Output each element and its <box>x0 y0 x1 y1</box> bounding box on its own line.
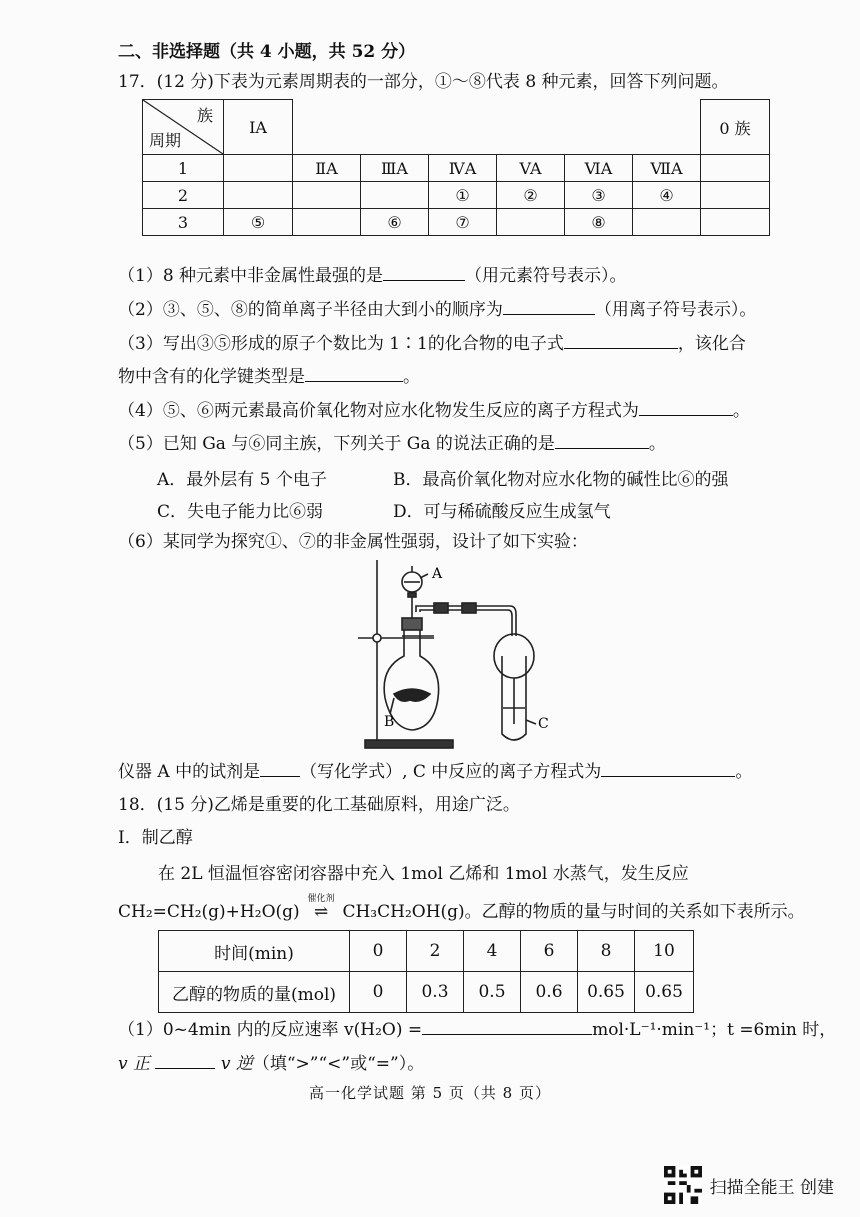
corner-period-label: 周期 <box>149 131 182 150</box>
answer-blank[interactable] <box>383 264 465 281</box>
answer-blank[interactable] <box>564 332 678 349</box>
option-d: D．可与稀硫酸反应生成氢气 <box>393 502 611 522</box>
period-cell: 3 <box>143 209 224 236</box>
table-cell: ③ <box>565 182 633 209</box>
q17-part6-answer <box>118 760 752 784</box>
table-cell <box>701 209 770 236</box>
equation-reactants: CH₂=CH₂(g)+H₂O(g) <box>118 902 300 922</box>
q17-part3-text: （3）写出③⑤形成的原子个数比为 1∶1的化合物的电子式 <box>118 334 564 354</box>
q17-part3 <box>118 332 746 356</box>
q17-intro: 17．(12 分)下表为元素周期表的一部分，①～⑧代表 8 种元素，回答下列问题。 <box>118 72 729 92</box>
answer-blank[interactable] <box>601 760 735 777</box>
q17-part3-cont <box>118 365 420 389</box>
table-cell: 0.3 <box>407 972 464 1013</box>
qr-code-icon <box>664 1166 702 1204</box>
table-cell <box>293 182 361 209</box>
table-cell: ② <box>497 182 565 209</box>
q17-part6-text: 仪器 A 中的试剂是 <box>118 762 261 782</box>
q17-part6: （6）某同学为探究①、⑦的非金属性强弱，设计了如下实验： <box>118 532 588 552</box>
table-cell <box>701 155 770 182</box>
table-cell: 0 <box>350 931 407 972</box>
period-cell: 1 <box>143 155 224 182</box>
table-cell: 0.6 <box>521 972 578 1013</box>
q17-part3-tail: ，该化合 <box>677 334 746 354</box>
answer-blank[interactable] <box>260 760 300 777</box>
table-cell <box>701 182 770 209</box>
q18-part1-hint: （填“>”“<”或“=”）。 <box>252 1054 425 1074</box>
q17-part1-tail: （用元素符号表示）。 <box>465 266 627 286</box>
group-zero-header: 0 族 <box>701 100 770 155</box>
table-cell: ⑦ <box>429 209 497 236</box>
group-ia-header: IA <box>224 100 293 155</box>
table-cell: 8 <box>578 931 635 972</box>
answer-blank[interactable] <box>422 1018 592 1035</box>
section-title: 二、非选择题（共 4 小题，共 52 分） <box>118 42 416 62</box>
table-cell <box>633 209 701 236</box>
q17-part1 <box>118 264 627 288</box>
table-row <box>159 972 694 1013</box>
table-cell: 0.5 <box>464 972 521 1013</box>
table-cell: 2 <box>407 931 464 972</box>
table-corner-cell <box>143 100 224 155</box>
table-cell <box>497 209 565 236</box>
header-time: 时间(min) <box>159 931 350 972</box>
scanner-watermark <box>664 1166 834 1204</box>
answer-blank[interactable] <box>305 365 403 382</box>
header-amount: 乙醇的物质的量(mol) <box>159 972 350 1013</box>
table-cell: 0 <box>350 972 407 1013</box>
table-cell <box>224 182 293 209</box>
header-gap <box>293 100 701 155</box>
q17-part5 <box>118 432 666 456</box>
q17-part1-text: （1）8 种元素中非金属性最强的是 <box>118 266 384 286</box>
table-cell <box>224 155 293 182</box>
answer-blank[interactable] <box>639 399 733 416</box>
corner-group-label: 族 <box>196 106 213 125</box>
table-cell <box>293 209 361 236</box>
q17-part5-text: （5）已知 Ga 与⑥同主族，下列关于 Ga 的说法正确的是 <box>118 434 555 454</box>
label-b: B <box>384 714 395 730</box>
period-mark: 。 <box>403 367 420 387</box>
watermark-text: 扫描全能王 创建 <box>709 1177 834 1198</box>
q17-part4-text: （4）⑤、⑥两元素最高价氧化物对应水化物发生反应的离子方程式为 <box>118 401 639 421</box>
table-cell: 6 <box>521 931 578 972</box>
table-row <box>143 209 770 236</box>
table-cell: ⅣA <box>429 155 497 182</box>
table-cell: ⅥA <box>565 155 633 182</box>
q17-part6-mid: （写化学式）, C 中反应的离子方程式为 <box>300 762 602 782</box>
page-footer: 高一化学试题 第 5 页（共 8 页） <box>309 1084 551 1102</box>
table-cell: ④ <box>633 182 701 209</box>
q18-part1-text: （1）0~4min 内的反应速率 v(H₂O) = <box>118 1020 423 1040</box>
table-cell: ⑥ <box>361 209 429 236</box>
table-cell: 0.65 <box>635 972 694 1013</box>
equation-products: CH₃CH₂OH(g)。乙醇的物质的量与时间的关系如下表所示。 <box>342 902 805 922</box>
catalyst-label: 催化剂 <box>307 894 335 904</box>
table-cell: ⑧ <box>565 209 633 236</box>
table-cell: VA <box>497 155 565 182</box>
answer-blank[interactable] <box>155 1052 215 1069</box>
option-c: C．失电子能力比⑥弱 <box>157 502 324 522</box>
table-cell: 10 <box>635 931 694 972</box>
table-cell: 4 <box>464 931 521 972</box>
period-mark: 。 <box>732 401 750 421</box>
period-mark: 。 <box>735 762 753 782</box>
ethanol-table <box>158 930 694 1013</box>
period-cell: 2 <box>143 182 224 209</box>
table-row <box>143 155 770 182</box>
table-cell: ① <box>429 182 497 209</box>
q18-intro: 18．(15 分)乙烯是重要的化工基础原料，用途广泛。 <box>118 795 520 815</box>
q17-part3-cont-text: 物中含有的化学键类型是 <box>118 367 305 387</box>
table-cell: ⅡA <box>293 155 361 182</box>
q18-part1-unit: mol·L⁻¹·min⁻¹；t =6min 时， <box>592 1020 837 1040</box>
q18-part1-cont <box>118 1052 424 1076</box>
table-row <box>143 182 770 209</box>
q17-part2-tail: （用离子符号表示）。 <box>594 300 757 320</box>
option-a: A．最外层有 5 个电子 <box>157 470 327 490</box>
period-mark: 。 <box>648 434 666 454</box>
periodic-table <box>142 99 770 236</box>
table-cell: ⑤ <box>224 209 293 236</box>
answer-blank[interactable] <box>503 298 595 315</box>
table-cell: 0.65 <box>578 972 635 1013</box>
table-cell: ⅢA <box>361 155 429 182</box>
label-a: A <box>432 566 443 582</box>
table-row <box>159 931 694 972</box>
table-cell <box>361 182 429 209</box>
table-cell: ⅦA <box>633 155 701 182</box>
apparatus-diagram <box>350 558 570 753</box>
v-forward: v 正 <box>118 1054 151 1074</box>
q17-part4 <box>118 399 750 423</box>
equilibrium-arrow: 催化剂 ⇌ <box>305 900 337 924</box>
q18-part1-title: Ⅰ．制乙醇 <box>118 828 193 848</box>
label-c: C <box>538 716 549 732</box>
q18-equation <box>118 894 805 924</box>
q18-part1 <box>118 1018 836 1042</box>
q17-part2-text: （2）③、⑤、⑧的简单离子半径由大到小的顺序为 <box>118 300 503 320</box>
q18-description: 在 2L 恒温恒容密闭容器中充入 1mol 乙烯和 1mol 水蒸气，发生反应 <box>158 864 689 884</box>
q17-part2 <box>118 298 756 322</box>
answer-blank[interactable] <box>555 432 649 449</box>
v-reverse: v 逆 <box>220 1054 253 1074</box>
option-b: B．最高价氧化物对应水化物的碱性比⑥的强 <box>393 470 729 490</box>
